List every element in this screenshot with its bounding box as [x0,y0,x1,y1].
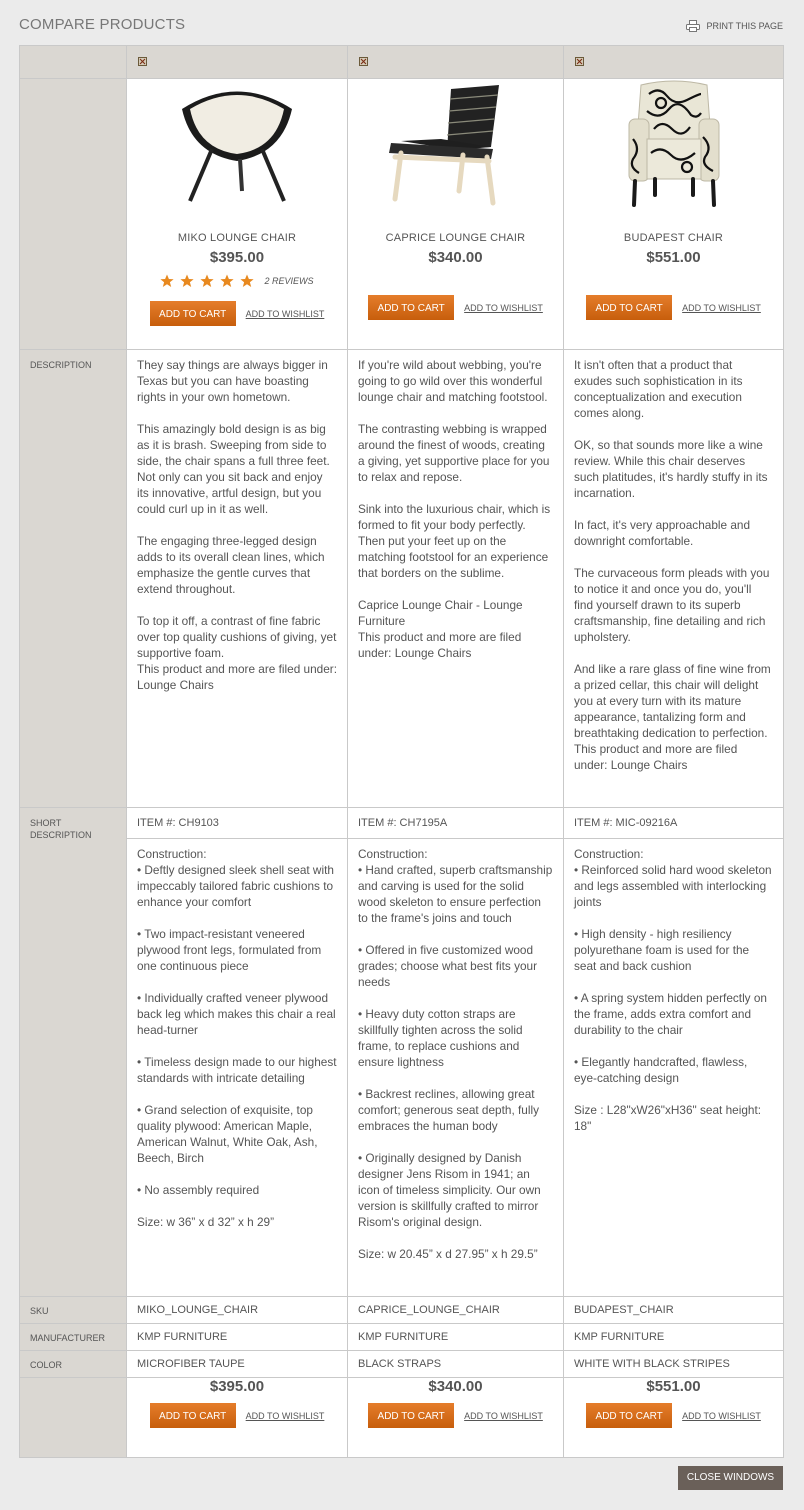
color-label: COLOR [20,1351,127,1378]
product-price: $340.00 [428,249,483,266]
sku-label: SKU [20,1297,127,1324]
paragraph: Caprice Lounge Chair - Lounge Furniture This product and more are filed under: Lounge Chairs [358,598,523,660]
printer-icon [686,20,700,32]
manufacturer-value: KMP FURNITURE [137,1331,228,1343]
color-row [20,1351,784,1378]
product-actions [127,1403,347,1428]
sku-value: BUDAPEST_CHAIR [574,1304,674,1316]
manufacturer-label: MANUFACTURER [20,1324,127,1351]
product-actions [348,295,563,320]
manufacturer-row [20,1324,784,1351]
product-summary-row [20,79,784,350]
page-title: COMPARE PRODUCTS [19,16,186,33]
add-to-cart-button[interactable]: ADD TO CART [368,295,454,320]
print-page-link[interactable] [686,20,783,32]
add-to-wishlist-link[interactable]: ADD TO WISHLIST [245,1410,325,1421]
paragraph: It isn't often that a product that exudes such sophistication in its conceptualization and execution comes along. [574,358,743,420]
reviews-link[interactable]: 2 REVIEWS [264,276,314,286]
manufacturer-value: KMP FURNITURE [574,1331,665,1343]
paragraph: Construction: • Hand crafted, superb craftsmanship and carving is used for the solid wood skeleton to ensure perfection to the frame's joins and touch [358,847,553,925]
star-icon [160,274,174,288]
close-windows-button[interactable]: CLOSE WINDOWS [678,1466,783,1490]
color-value: WHITE WITH BLACK STRIPES [574,1358,730,1370]
add-to-cart-button[interactable]: ADD TO CART [150,301,236,326]
add-to-cart-button[interactable]: ADD TO CART [368,1403,454,1428]
star-icon [220,274,234,288]
product-price: $395.00 [209,1378,265,1395]
add-to-cart-button[interactable]: ADD TO CART [150,1403,236,1428]
product-name[interactable]: CAPRICE LOUNGE CHAIR [385,232,526,244]
product-actions [564,295,783,320]
paragraph: • A spring system hidden perfectly on the frame, adds extra comfort and durability to the chair [574,991,767,1037]
product-card [127,79,348,350]
color-value: BLACK STRAPS [358,1358,442,1370]
add-to-wishlist-link[interactable]: ADD TO WISHLIST [245,308,325,319]
paragraph: Size : L28"xW26"xH36" seat height: 18" [574,1103,761,1133]
paragraph: And like a rare glass of fine wine from a prized cellar, this chair will delight you at every turn with its mature appearance, tantalizing form and breathtaking dedication to perfection. This product and more are filed under: Lounge Chairs [574,662,771,772]
description-row [20,350,784,808]
paragraph: In fact, it's very approachable and downright comfortable. [574,518,751,548]
sku-value: CAPRICE_LOUNGE_CHAIR [358,1304,500,1316]
rating-stars [127,273,347,289]
paragraph: If you're wild about webbing, you're going to go wild over this wonderful lounge chair and matching footstool. [358,358,548,404]
paragraph: This amazingly bold design is as big as it is brash. Sweeping from side to side, the chair spans a full three feet. Not only can you sit back and enjoy its innovative, artful design, but you could curl up in it as well. [137,422,330,516]
paragraph: • Individually crafted veneer plywood back leg which makes this chair a real head-turner [137,991,336,1037]
paragraph: • Heavy duty cotton straps are skillfully tighten across the solid frame, to replace cushions and ensure lightness [358,1007,523,1069]
paragraph: They say things are always bigger in Texas but you can have boasting rights in your own hometown. [137,358,328,404]
paragraph: Size: w 20.45” x d 27.95” x h 29.5” [358,1247,538,1261]
star-icon [240,274,254,288]
star-icon [180,274,194,288]
manufacturer-value: KMP FURNITURE [358,1331,449,1343]
short-description [564,839,783,1134]
short-description-row [20,839,784,1297]
print-page-label: PRINT THIS PAGE [706,21,783,31]
product-actions [564,1403,783,1428]
add-to-cart-button[interactable]: ADD TO CART [586,1403,672,1428]
short-description [127,839,347,1230]
paragraph: The curvaceous form pleads with you to notice it and once you do, you'll find yourself drawn to its superb craftsmanship, fine detailing and rich upholstery. [574,566,770,644]
item-number-row [20,808,784,839]
remove-product-icon[interactable] [138,57,147,66]
item-number: ITEM #: CH7195A [358,817,448,829]
product-description [127,350,347,693]
add-to-wishlist-link[interactable]: ADD TO WISHLIST [464,1410,543,1421]
paragraph: To top it off, a contrast of fine fabric over top quality cushions of giving, yet supportive foam. This product and more are filed under: Lounge Chairs [137,614,337,692]
product-description [564,350,783,773]
paragraph: • Offered in five customized wood grades; choose what best fits your needs [358,943,538,989]
paragraph: • Timeless design made to our highest standards with intricate detailing [137,1055,337,1085]
product-card [348,79,564,350]
remove-row [20,46,784,79]
paragraph: Size: w 36” x d 32” x h 29” [137,1215,275,1229]
product-price: $551.00 [646,249,701,266]
add-to-cart-button[interactable]: ADD TO CART [586,295,672,320]
product-image[interactable] [599,79,749,209]
paragraph: • High density - high resiliency polyurethane foam is used for the seat and back cushion [574,927,750,973]
product-image[interactable] [162,79,312,209]
paragraph: • Elegantly handcrafted, flawless, eye-catching design [574,1055,748,1085]
product-name[interactable]: BUDAPEST CHAIR [623,232,724,244]
paragraph: The contrasting webbing is wrapped around the finest of woods, creating a giving, yet supportive place for you to relax and repose. [358,422,550,484]
paragraph: • Two impact-resistant veneered plywood front legs, formulated from one continuous piece [137,927,322,973]
remove-product-icon[interactable] [359,57,368,66]
product-actions [348,1403,563,1428]
paragraph: Sink into the luxurious chair, which is formed to fit your body perfectly. Then put your feet up on the matching footstool for an experience that borders on the sublime. [358,502,551,580]
paragraph: • Grand selection of exquisite, top quality plywood: American Maple, American Walnut, White Oak, Ash, Beech, Birch [137,1103,318,1165]
product-image[interactable] [381,79,531,209]
short-description-label: SHORT DESCRIPTION [20,808,127,1297]
item-number: ITEM #: MIC-09216A [574,817,678,829]
compare-table [19,45,784,1458]
short-description [348,839,563,1262]
add-to-wishlist-link[interactable]: ADD TO WISHLIST [682,1410,761,1421]
paragraph: • Originally designed by Danish designer Jens Risom in 1941; an icon of timeless simplicity. Our own version is skillfully crafted to mirror Risom's original design. [358,1151,541,1229]
item-number: ITEM #: CH9103 [137,817,219,829]
sku-value: MIKO_LOUNGE_CHAIR [137,1304,259,1316]
paragraph: • No assembly required [137,1183,260,1197]
color-value: MICROFIBER TAUPE [137,1358,245,1370]
product-description [348,350,563,661]
paragraph: Construction: • Reinforced solid hard wood skeleton and legs assembled with interlocking joints [574,847,772,909]
description-label: DESCRIPTION [20,350,127,808]
remove-product-icon[interactable] [575,57,584,66]
product-name[interactable]: MIKO LOUNGE CHAIR [177,232,297,244]
bottom-actions-row [20,1378,784,1458]
product-price: $340.00 [428,1378,483,1395]
paragraph: OK, so that sounds more like a wine review. While this chair deserves such platitudes, it's hardly stuffy in its incarnation. [574,438,768,500]
corner-cell [20,46,127,79]
product-price: $551.00 [646,1378,701,1395]
product-price: $395.00 [209,249,265,266]
paragraph: • Backrest reclines, allowing great comfort; generous seat depth, fully embraces the human body [358,1087,539,1133]
star-icon [200,274,214,288]
paragraph: Construction: • Deftly designed sleek shell seat with impeccably tailored fabric cushions to enhance your comfort [137,847,334,909]
paragraph: The engaging three-legged design adds to its overall clean lines, which emphasize the gentle curves that extend throughout. [137,534,325,596]
add-to-wishlist-link[interactable]: ADD TO WISHLIST [682,302,761,313]
product-card [564,79,784,350]
add-to-wishlist-link[interactable]: ADD TO WISHLIST [464,302,543,313]
sku-row [20,1297,784,1324]
product-actions [127,301,347,326]
